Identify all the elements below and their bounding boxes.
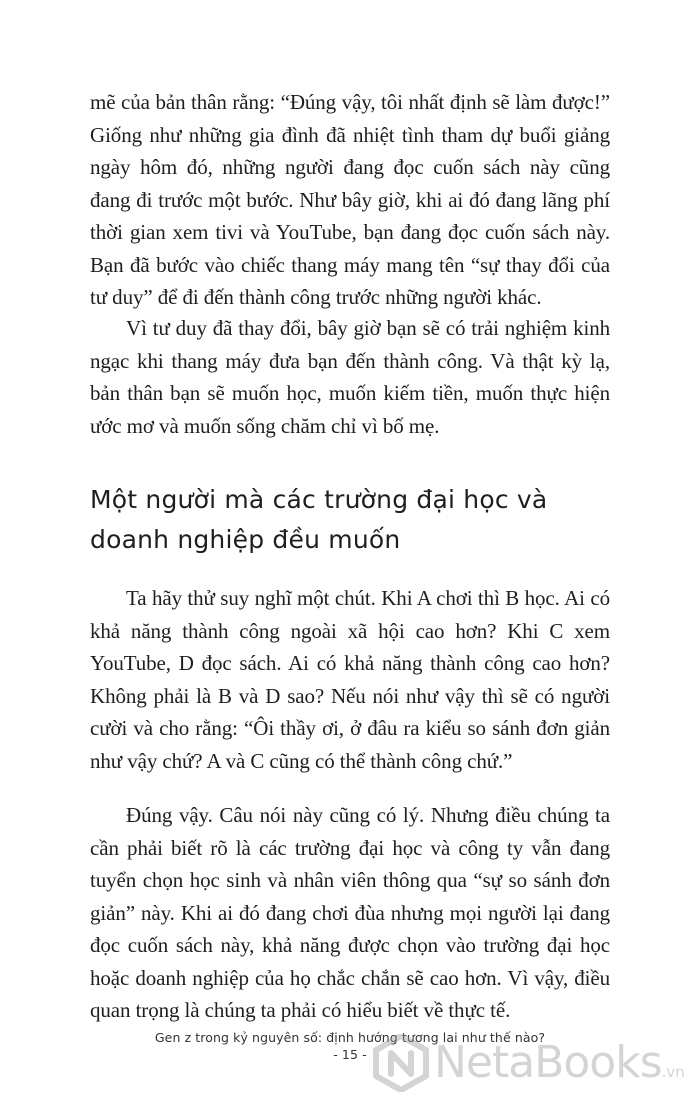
watermark-brand: NetaBooks: [434, 1037, 662, 1088]
section-heading: Một người mà các trường đại học và doanh nghiệp đều muốn: [90, 485, 548, 554]
paragraph-block: [90, 799, 610, 1027]
body-paragraph: Ta hãy thử suy nghĩ một chút. Khi A chơi thì B học. Ai có khả năng thành công ngoài xã hội cao hơn? Khi C xem YouTube, D đọc sách. Ai có khả năng thành công cao hơn? Không phải là B và D sao? Nếu nói như vậy thì sẽ có người cười và cho rằng: “Ôi thầy ơi, ở đâu ra kiểu so sánh đơn giản như vậy chứ? A và C cũng có thể thành công chứ.”: [90, 586, 610, 773]
page-number: - 15 -: [333, 1047, 367, 1062]
paragraph-block: [90, 312, 610, 442]
paragraph-block: [90, 86, 610, 314]
netabooks-watermark: [372, 1030, 692, 1105]
body-paragraph: mẽ của bản thân rằng: “Đúng vậy, tôi nhất định sẽ làm được!” Giống như những gia đình đã nhiệt tình tham dự buổi giảng ngày hôm đó, những người đang đọc cuốn sách này cũng đang đi trước một bước. Như bây giờ, khi ai đó đang lãng phí thời gian xem tivi và YouTube, bạn đang đọc cuốn sách này. Bạn đã bước vào chiếc thang máy mang tên “sự thay đổi của tư duy” để đi đến thành công trước những người khác.: [90, 90, 610, 309]
watermark-text: [434, 1038, 685, 1097]
body-paragraph: Đúng vậy. Câu nói này cũng có lý. Nhưng điều chúng ta cần phải biết rõ là các trường đại học và công ty vẫn đang tuyển chọn học sinh và nhân viên thông qua “sự so sánh đơn giản” này. Khi ai đó đang chơi đùa nhưng mọi người lại đang đọc cuốn sách này, khả năng được chọn vào trường đại học hoặc doanh nghiệp của họ chắc chắn sẽ cao hơn. Vì vậy, điều quan trọng là chúng ta phải có hiểu biết về thực tế.: [90, 803, 610, 1022]
netabooks-logo-icon: [372, 1034, 430, 1092]
body-paragraph: Vì tư duy đã thay đổi, bây giờ bạn sẽ có trải nghiệm kinh ngạc khi thang máy đưa bạn đến thành công. Và thật kỳ lạ, bản thân bạn sẽ muốn học, muốn kiếm tiền, muốn thực hiện ước mơ và muốn sống chăm chỉ vì bố mẹ.: [90, 316, 610, 438]
running-footer-title: Gen z trong kỷ nguyên số: định hướng tương lai như thế nào?: [154, 1030, 546, 1045]
watermark-suffix: .vn: [661, 1063, 685, 1081]
paragraph-block: [90, 582, 610, 777]
